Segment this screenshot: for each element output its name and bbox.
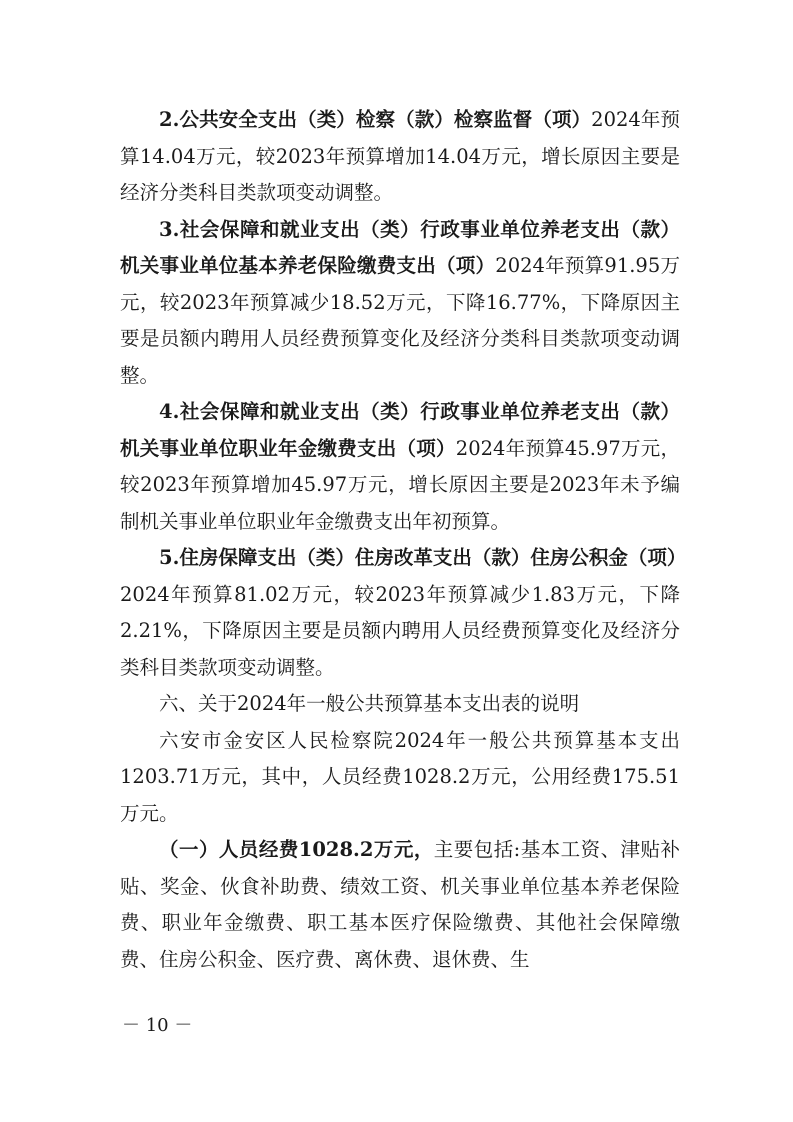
paragraph-lead: 4.社会保障和就业支出（类）行政事业单位养老支出（款）机关事业单位职业年金缴费支出（项） — [120, 400, 680, 460]
paragraph-text: 2024年预算45.97万元，较2023年预算增加45.97万元，增长原因主要是2023年未予编制机关事业单位职业年金缴费支出年初预算。 — [120, 436, 680, 533]
paragraph-lead: 5.住房保障支出（类）住房改革支出（款）住房公积金（项） — [159, 546, 687, 569]
paragraph-item-5 — [120, 540, 687, 686]
summary-paragraph: 六安市金安区人民检察院2024年一般公共预算基本支出1203.71万元，其中，人员经费1028.2万元，公用经费175.51万元。 — [120, 728, 680, 825]
personnel-lead: （一）人员经费1028.2万元， — [159, 838, 434, 861]
personnel-paragraph — [120, 832, 680, 978]
body-text — [120, 102, 687, 978]
paragraph-text: 2024年预算14.04万元，较2023年预算增加14.04万元，增长原因主要是经济分类科目类款项变动调整。 — [120, 108, 680, 204]
paragraph-item-3 — [120, 212, 680, 395]
page-number: － 10 － — [122, 1015, 193, 1036]
section-heading: 六、关于2024年一般公共预算基本支出表的说明 — [159, 692, 580, 715]
paragraph-lead: 3.社会保障和就业支出（类）行政事业单位养老支出（款）机关事业单位基本养老保险缴费支出（项） — [120, 217, 680, 277]
personnel-text: 主要包括:基本工资、津贴补贴、奖金、伙食补助费、绩效工资、机关事业单位基本养老保险费、职业年金缴费、职工基本医疗保险缴费、其他社会保障缴费、住房公积金、医疗费、离休费、退休费、生 — [120, 838, 680, 971]
paragraph-text: 2024年预算91.95万元，较2023年预算减少18.52万元，下降16.77%，下降原因主要是员额内聘用人员经费预算变化及经济分类科目类款项变动调整。 — [120, 254, 680, 387]
paragraph-item-4 — [120, 394, 680, 540]
paragraph-item-2 — [120, 102, 680, 212]
paragraph-text: 2024年预算81.02万元，较2023年预算减少1.83万元，下降2.21%，下降原因主要是员额内聘用人员经费预算变化及经济分类科目类款项变动调整。 — [120, 582, 680, 679]
paragraph-lead: 2.公共安全支出（类）检察（款）检察监督（项） — [159, 108, 592, 131]
